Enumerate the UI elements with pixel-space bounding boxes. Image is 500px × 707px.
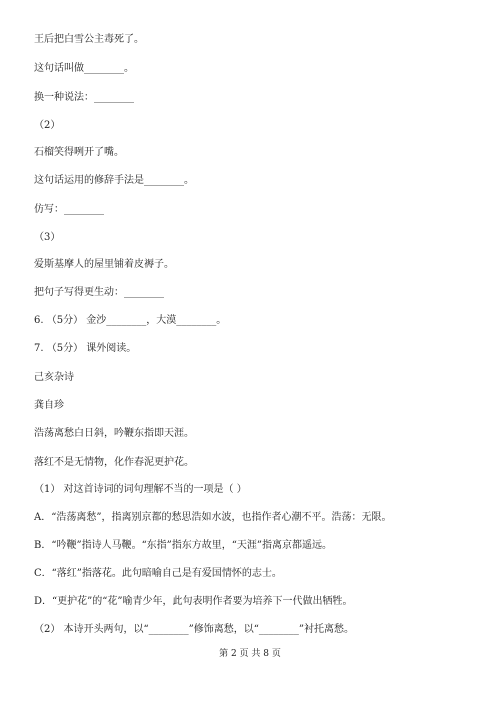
text-line: 爱斯基摩人的屋里铺着皮褥子。 [34, 259, 174, 270]
question-6: 6. （5分） 金沙________，大漠________。 [34, 315, 227, 326]
text-line: 把句子写得更生动：________ [34, 287, 164, 298]
sub-question: （2） 本诗开头两句，以“________”修饰离愁，以“________”衬托离愁。 [34, 624, 354, 635]
text-line: 仿写：________ [34, 204, 104, 215]
option-d: D．“更护花”的“花”喻青少年，此句表明作者要为培养下一代做出牺牲。 [34, 596, 353, 607]
text-line: 这句话运用的修辞手法是________。 [34, 175, 194, 186]
text-line: 换一种说法：________ [34, 92, 134, 103]
option-a: A．“浩荡离愁”，指离别京都的愁思浩如水波，也指作者心潮不平。浩荡：无限。 [34, 512, 392, 523]
poem-line: 落红不是无情物，化作春泥更护花。 [34, 457, 194, 468]
poem-line: 浩荡离愁白日斜，吟鞭东指即天涯。 [34, 428, 194, 439]
sub-question: （1） 对这首诗词的词句理解不当的一项是（ ） [34, 484, 247, 495]
page-footer: 第 2 页 共 8 页 [219, 649, 281, 659]
option-b: B．“吟鞭”指诗人马鞭。“东指”指东方故里，“天涯”指离京都遥远。 [34, 540, 333, 551]
text-line: 这句话叫做________。 [34, 63, 134, 74]
text-line: 石榴笑得咧开了嘴。 [34, 147, 124, 158]
option-c: C．“落红”指落花。此句暗喻自己是有爱国情怀的志士。 [34, 568, 282, 579]
text-line: 王后把白雪公主毒死了。 [34, 34, 144, 45]
section-marker: （3） [34, 232, 61, 243]
section-marker: （2） [34, 120, 61, 131]
poem-title: 己亥杂诗 [34, 372, 74, 383]
question-7: 7. （5分） 课外阅读。 [34, 343, 137, 354]
poem-author: 龚自珍 [34, 400, 64, 411]
